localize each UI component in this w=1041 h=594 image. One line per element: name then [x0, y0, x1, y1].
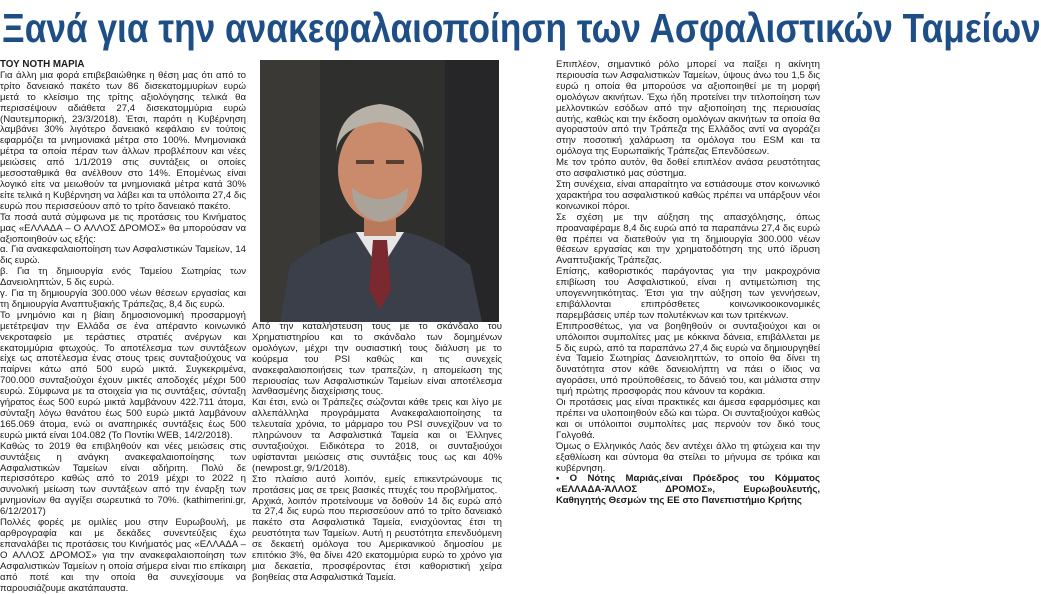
paragraph: Αρχικά, λοιπόν προτείνουμε να δοθούν 14 δις ευρώ από τα 27,4 δις ευρώ που περισσεύουν από το τρίτο δανειακό πακέτο στα Ασφαλιστικά Ταμεία, ενισχύοντας έτσι τη ρευστότητα των Ταμείων. Αυτή η ρευστότητα επενδυόμενη σε δεκαετή ομόλογα του Αμερικανικού δημοσίου με επιτόκιο 3%, θα δίνει 420 εκατομμύρια ευρώ το χρόνο για μια δεκαετία, προσφέροντας έτσι καθοριστική χείρα βοηθείας στα Ασφαλιστικά Ταμεία. [252, 495, 502, 583]
author-line: ΤΟΥ ΝΟΤΗ ΜΑΡΙΑ [0, 59, 85, 70]
paragraph: Οι προτάσεις μας είναι πρακτικές και άμεσα εφαρμόσιμες και πρέπει να υλοποιηθούν εδώ και τώρα. Οι συνταξιούχοι καθώς και οι υπόλοιποι συμπολίτες μας περνούν τον δικό τους Γολγοθά. [556, 397, 820, 441]
headline: Ξανά για την ανακεφαλαιοποίηση των Ασφαλιστικών Ταμείων [2, 5, 1041, 51]
paragraph: α. Για ανακεφαλαιοποίηση των Ασφαλιστικών Ταμείων, 14 δις ευρώ. [0, 244, 246, 267]
article-column-middle [252, 321, 502, 583]
article-column-right [556, 60, 820, 549]
paragraph: β. Για τη δημιουργία ενός Ταμείου Σωτηρίας των Δανειοληπτών, 5 δις ευρώ. [0, 266, 246, 289]
portrait-photo [260, 60, 499, 322]
author-byline: • Ο Νότης Μαριάς,είναι Πρόεδρος του Κόμματος «ΕΛΛΑΔΑ-ΆΛΛΟΣ ΔΡΟΜΟΣ», Ευρωβουλευτής, Καθηγητής Θεσμών της ΕΕ στο Πανεπιστήμιο Κρήτης [556, 473, 820, 507]
paragraph: Με τον τρόπο αυτόν, θα δοθεί επιπλέον ανάσα ρευστότητας στο ασφαλιστικό μας σύστημα. [556, 157, 820, 180]
article-column-left [0, 59, 246, 594]
paragraph: Από την καταλήστευση τους με το σκάνδαλο του Χρηματιστηρίου και το σκάνδαλο των δομημένων ομολόγων, μέχρι την ουσιαστική τους διάλυση με το κούρεμα του PSI καθώς και τις συνεχείς ανακεφαλαιοποιήσεις των τραπεζών, η απομείωση της περιουσίας των Ασφαλιστικών Ταμείων είναι αποτέλεσμα λανθασμένης διαχείρισης τους. [252, 321, 502, 398]
paragraph: Καθώς το 2019 θα επιβληθούν και νέες μειώσεις στις συντάξεις η ανάγκη ανακεφαλαιοποίησης των Ασφαλιστικών Ταμείων είναι αδήριτη. Πολύ δε περισσότερο καθώς από το 2019 μέχρι το 2022 η συνολική μείωση των συντάξεων από την έναρξη των μνημονίων θα αγγίξει σωρευτικά το 70%. (kathimerini.gr, 6/12/2017) [0, 440, 246, 518]
paragraph: Στη συνέχεια, είναι απαραίτητο να εστιάσουμε στον κοινωνικό χαρακτήρα του ασφαλιστικού καθώς πρέπει να υπάρξουν νέοι κοινωνικοί πόροι. [556, 178, 820, 212]
paragraph: Σε σχέση με την αύξηση της απασχόλησης, όπως προαναφέραμε 8,4 δις ευρώ από τα παραπάνω 27,4 δις ευρώ θα πρέπει να διατεθούν για τη δημιουργία 300.000 νέων θέσεων εργασίας και την χρηματοδότηση της υπό ίδρυση Αναπτυξιακής Τράπεζας. [556, 211, 820, 267]
paragraph: Επιπλέον, σημαντικό ρόλο μπορεί να παίξει η ακίνητη περιουσία των Ασφαλιστικών Ταμείων, ύψους άνω του 1,5 δις ευρώ η οποία θα μπορούσε να αξιοποιηθεί με τη μορφή ομολόγων ακινήτων. Έχω ήδη προτείνει την τιτλοποίηση των μελλοντικών εσόδων από την αξιοποίηση της περιουσίας αυτής, καθώς και την έκδοση ομολόγων ακινήτων τα οποία θα αγοραστούν από την Τράπεζα της Ελλάδος αντί να αγοράζει στην ποσοτική χαλάρωση τα ομόλογα του ESM και τα ομόλογα της Ευρωπαϊκής Τράπεζας Επενδύσεων. [556, 59, 820, 158]
paragraph: Όμως ο Ελληνικός Λαός δεν αντέχει άλλο τη φτώχεια και την εξαθλίωση και σύντομα θα στείλει το μήνυμα σε τρόικα και κυβέρνηση. [556, 440, 820, 474]
paragraph: Επίσης, καθοριστικός παράγοντας για την μακροχρόνια επιβίωση του Ασφαλιστικού, είναι η αντιμετώπιση της υπογεννητικότητας. Έτσι για την αύξηση των γεννήσεων, επιβάλλονται επιπρόσθετες κοινωνικοοικονομικές παρεμβάσεις υπέρ των πολυτέκνων και των τριτέκνων. [556, 266, 820, 321]
paragraph: γ. Για τη δημιουργία 300.000 νέων θέσεων εργασίας και τη δημιουργία Αναπτυξιακής Τράπεζας, 8,4 δις ευρώ. [0, 288, 246, 310]
paragraph: Επιπροσθέτως, για να βοηθηθούν οι συνταξιούχοι και οι υπόλοιποι συμπολίτες μας με κόκκινα δάνεια, επιβάλλεται με 5 δις ευρώ, από τα παραπάνω 27,4 δις ευρώ να δημιουργηθεί ένα Ταμείο Σωτηρίας Δανειοληπτών, το οποίο θα δίνει τη δυνατότητα στον κάθε δανειολήπτη να πάει ο ίδιος να αγοράσει, υπό προϋποθέσεις, το δάνειό του, και μάλιστα στην τιμή πρώτης προσφοράς που κάνουν τα κοράκια. [556, 320, 820, 398]
paragraph: Το μνημόνιο και η βίαιη δημοσιονομική προσαρμογή μετέτρεψαν την Ελλάδα σε ένα απέραντο κοινωνικό νεκροταφείο με τεράστιες στρατιές ανέργων και εκατομμύρια φτωχούς. Το αποτέλεσμα των συντάξεων είχε ως αποτέλεσμα ένας στους τρεις συνταξιούχους να παίρνει κάτω από 500 ευρώ μικτά. Συγκεκριμένα, 700.000 συνταξιούχοι έχουν μικτές αποδοχές μέχρι 500 ευρώ. Σύμφωνα με τα στοιχεία για τις συντάξεις, σύνταξη γήρατος έως 500 ευρώ μικτά λαμβάνουν 422.711 άτομα, σύνταξη λόγω θανάτου έως 500 ευρώ μικτά λαμβάνουν 165.069 άτομα, ενώ οι αναπηρικές συντάξεις έως 500 ευρώ μικτά είναι 104.082 (Το Ποντίκι WEB, 14/2/2018). [0, 309, 246, 441]
paragraph: Και έτσι, ενώ οι Τράπεζες σώζονται κάθε τρεις και λίγο με αλλεπάλληλα προγράμματα Ανακεφαλαιοποίησης τα τελευταία χρόνια, το μάρμαρο του PSI συνεχίζουν να το πληρώνουν τα Ασφαλιστικά Ταμεία και οι Έλληνες συνταξιούχοι. Ειδικότερα το 2018, οι συνταξιούχοι υφίστανται μειώσεις στις συντάξεις τους ως και 40% (newpost.gr, 9/1/2018). [252, 397, 502, 474]
paragraph: Πολλές φορές με ομιλίες μου στην Ευρωβουλή, με αρθρογραφία και με δεκάδες συνεντεύξεις έχω επαναλάβει τις προτάσεις του Κινήματός μας «ΕΛΛΑΔΑ – Ο ΑΛΛΟΣ ΔΡΟΜΟΣ» για την ανακεφαλαιοποίηση των Ασφαλιστικών Ταμείων η οποία σήμερα είναι πιο επίκαιρη από ποτέ και την οποία θα συνεχίσουμε να παρουσιάζουμε ακατάπαυστα. [0, 517, 246, 594]
paragraph: Για άλλη μια φορά επιβεβαιώθηκε η θέση μας ότι από το τρίτο δανειακό πακέτο των 86 δισεκατομμυρίων ευρώ μετά το κλείσιμο της τρίτης αξιολόγησης τελικά θα περισσέψουν αδιάθετα 27,4 δισεκατομμύρια ευρώ (Ναυτεμπορική, 23/3/2018). Έτσι, παρότι η Κυβέρνηση λαμβάνει 30% λιγότερο δανειακό κεφάλαιο εν τούτοις εφαρμόζει τα μνημονιακά μέτρα στο 100%. Μνημονιακά μέτρα τα οποία πέραν των άλλων προβλέπουν και νέες μειώσεις από 1/1/2019 στις συντάξεις οι οποίες μεσοσταθμικά θα ανέλθουν στο 14%. Επομένως είναι λογικό είτε να μειωθούν τα μνημονιακά μέτρα κατά 30% είτε τελικά η Κυβέρνηση να λάβει και τα υπόλοιπα 27,4 δις ευρώ που περισσεύουν από το τρίτο δανειακό πακέτο. [0, 69, 246, 212]
portrait-photo-icon [260, 60, 499, 322]
paragraph: Τα ποσά αυτά σύμφωνα με τις προτάσεις του Κινήματος μας «ΕΛΛΑΔΑ – Ο ΑΛΛΟΣ ΔΡΟΜΟΣ» θα μπορούσαν να αξιοποιηθούν ως εξής: [0, 211, 246, 245]
paragraph: Στο πλαίσιο αυτό λοιπόν, εμείς επικεντρώνουμε τις προτάσεις μας σε τρεις βασικές πτυχές του προβλήματος. [252, 473, 502, 496]
